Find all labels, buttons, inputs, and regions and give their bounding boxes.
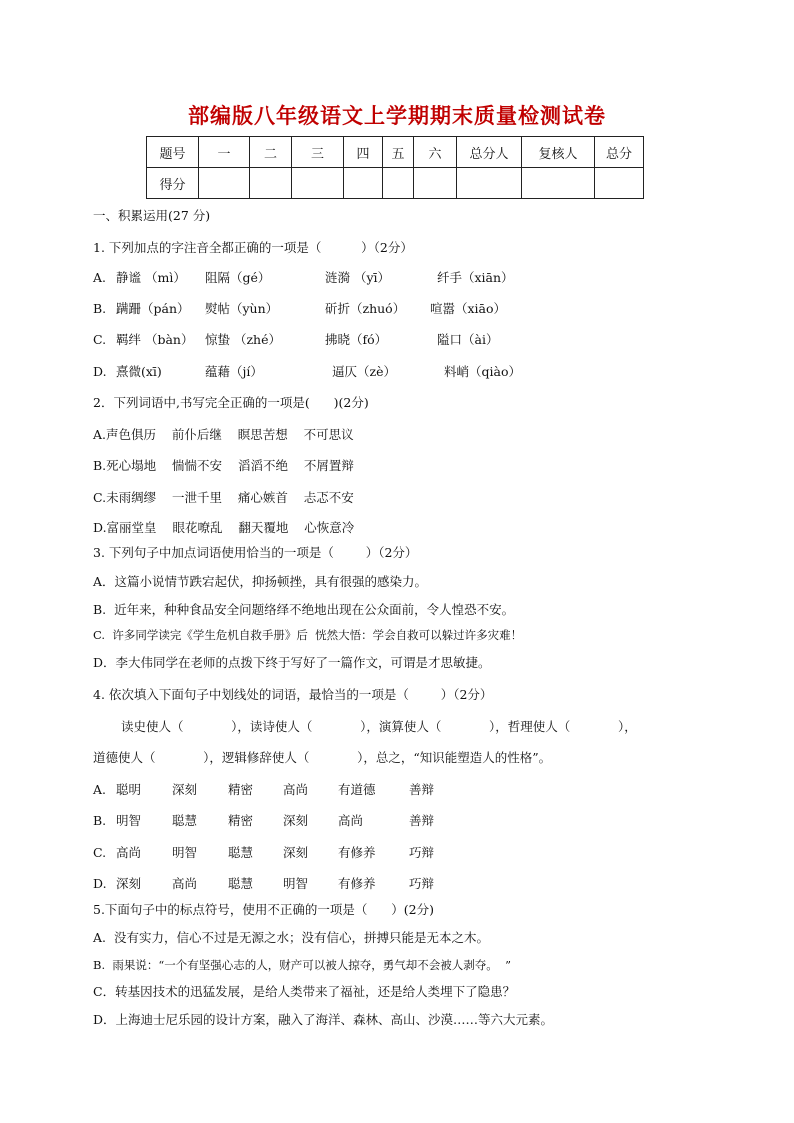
table-cell: 二 [250,137,292,168]
option-item: 料峭（qiào） [444,364,521,379]
score-input-cell[interactable] [250,168,292,199]
score-input-cell[interactable] [595,168,644,199]
option-item: 善辩 [409,782,435,797]
option-item: 明智 [283,876,309,891]
table-cell: 六 [414,137,457,168]
option-item: 有道德 [338,782,376,797]
q4-passage-line2: 道德使人（ ），逻辑修辞使人（ ），总之，“知识能塑造人的性格”。 [93,750,552,765]
q3-option-d: D．李大伟同学在老师的点拨下终于写好了一篇作文，可谓是才思敏捷。 [93,655,491,670]
score-table-header-row [147,137,644,168]
table-cell: 五 [383,137,414,168]
question-stem: 4. 依次填入下面句子中划线处的词语，最恰当的一项是（ ）（2分） [93,687,493,702]
option-item: 纤手（xiān） [437,270,514,285]
q3-option-c: C. 许多同学读完《学生危机自救手册》后 恍然大悟：学会自救可以躲过许多灾难！ [93,628,523,642]
option-item: 高尚 [172,876,198,891]
question-stem: 5.下面句子中的标点符号，使用不正确的一项是（ ）(2分) [93,902,434,917]
option-letter: B. [93,813,107,828]
table-cell: 复核人 [522,137,595,168]
option-item: 有修养 [338,876,376,891]
option-item: 深刻 [172,782,198,797]
question-stem: 1. 下列加点的字注音全都正确的一项是（ ）（2分） [93,240,413,255]
option-letter: A. [93,270,107,285]
option-item: 拂晓（fó） [325,332,388,347]
option-letter: D. [93,364,107,379]
q2-option-c: C.未雨绸缪 一泄千里 痛心嫉首 忐忑不安 [93,490,354,505]
table-cell: 总分 [595,137,644,168]
option-item: 精密 [228,813,254,828]
option-letter: C. [93,845,107,860]
option-item: 蕴藉（jí） [205,364,263,379]
q4-passage-line1: 读史使人（ ），读诗使人（ ），演算使人（ ），哲理使人（ ）， [121,719,637,734]
option-item: 有修养 [338,845,376,860]
option-item: 深刻 [283,845,309,860]
option-item: 深刻 [283,813,309,828]
q2-option-b: B.死心塌地 惴惴不安 滔滔不绝 不屑置辩 [93,458,354,473]
option-letter: B. [93,301,107,316]
option-item: 熹微(xī) [116,364,162,379]
table-cell: 得分 [147,168,199,199]
option-item: 明智 [172,845,198,860]
table-cell: 四 [344,137,383,168]
option-letter: C. [93,332,107,347]
option-item: 喧嚣（xiāo） [430,301,507,316]
score-input-cell[interactable] [522,168,595,199]
option-letter: D. [93,876,107,891]
score-input-cell[interactable] [457,168,522,199]
option-item: 高尚 [283,782,309,797]
option-item: 善辩 [409,813,435,828]
q5-option-d: D．上海迪士尼乐园的设计方案，融入了海洋、森林、高山、沙漠……等六大元素。 [93,1012,554,1027]
option-item: 巧辩 [409,845,435,860]
option-item: 涟漪 （yī） [325,270,391,285]
option-item: 逼仄（zè） [332,364,396,379]
score-input-cell[interactable] [292,168,344,199]
option-item: 蹒跚（pán） [116,301,190,316]
option-item: 羁绊 （bàn） [116,332,194,347]
option-item: 高尚 [116,845,142,860]
option-item: 聪慧 [228,876,254,891]
option-item: 深刻 [116,876,142,891]
question-stem: 2．下列词语中,书写完全正确的一项是( )(2分) [93,395,369,410]
option-item: 聪慧 [228,845,254,860]
score-input-cell[interactable] [199,168,250,199]
score-input-cell[interactable] [383,168,414,199]
option-item: 斫折（zhuó） [325,301,406,316]
q5-option-b: B. 雨果说：“一个有坚强心志的人，财产可以被人掠夺，勇气却不会被人剥夺。 ” [93,958,511,972]
q5-option-a: A. 没有实力，信心不过是无源之水；没有信心，拼搏只能是无本之木。 [93,930,489,945]
q2-option-a: A.声色俱历 前仆后继 瞑思苦想 不可思议 [93,427,354,442]
score-input-cell[interactable] [344,168,383,199]
option-item: 熨帖（yùn） [205,301,279,316]
option-item: 巧辩 [409,876,435,891]
page-title: 部编版八年级语文上学期期末质量检测试卷 [188,104,606,128]
table-cell: 一 [199,137,250,168]
option-item: 聪慧 [172,813,198,828]
q2-option-d: D.富丽堂皇 眼花嘹乱 翻天覆地 心恢意冷 [93,520,355,535]
score-table [146,136,644,199]
option-item: 隘口（ài） [437,332,499,347]
section-heading: 一、积累运用(27 分) [93,208,211,223]
option-item: 精密 [228,782,254,797]
option-item: 惊蛰 （zhé） [205,332,282,347]
score-table-score-row [147,168,644,199]
option-item: 聪明 [116,782,142,797]
question-stem: 3. 下列句子中加点词语使用恰当的一项是（ ）（2分） [93,545,418,560]
table-cell: 总分人 [457,137,522,168]
score-input-cell[interactable] [414,168,457,199]
q3-option-a: A．这篇小说情节跌宕起伏，抑扬顿挫，具有很强的感染力。 [93,574,428,589]
table-cell: 题号 [147,137,199,168]
option-item: 明智 [116,813,142,828]
q3-option-b: B. 近年来，种种食品安全问题络绎不绝地出现在公众面前，令人惶恐不安。 [93,602,515,617]
option-item: 静谧 （mì） [116,270,186,285]
table-cell: 三 [292,137,344,168]
option-item: 阻隔（gé） [205,270,271,285]
q5-option-c: C．转基因技术的迅猛发展，是给人类带来了福祉，还是给人类埋下了隐患？ [93,984,516,999]
option-letter: A. [93,782,107,797]
option-item: 高尚 [338,813,364,828]
